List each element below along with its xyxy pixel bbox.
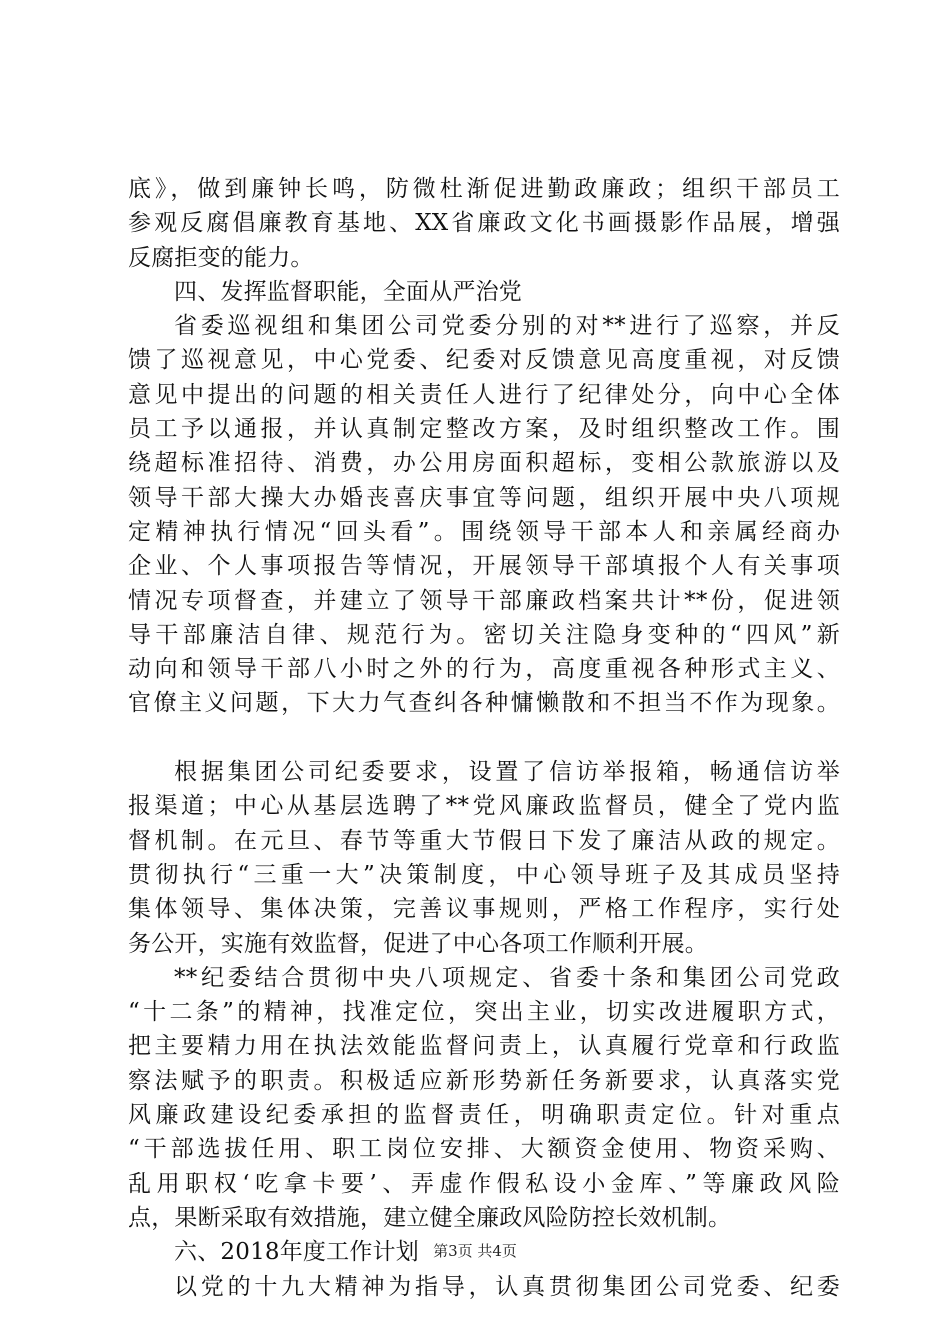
text-line: 绕超标准招待、消费，办公用房面积超标，变相公款旅游以及 <box>128 450 840 477</box>
text-line: 领导干部大操大办婚丧喜庆事宜等问题，组织开展中央八项规 <box>128 484 840 511</box>
text-line: 动向和领导干部八小时之外的行为，高度重视各种形式主义、 <box>128 656 840 683</box>
text-line: 贯彻执行“三重一大”决策制度，中心领导班子及其成员坚持 <box>128 861 840 888</box>
text-line: “十二条”的精神，找准定位，突出主业，切实改进履职方式， <box>128 999 840 1026</box>
text-line: 根据集团公司纪委要求，设置了信访举报箱，畅通信访举 <box>174 759 840 786</box>
text-line: 企业、个人事项报告等情况，开展领导干部填报个人有关事项 <box>128 553 840 580</box>
text-line: “干部选拔任用、职工岗位安排、大额资金使用、物资采购、 <box>128 1136 840 1163</box>
text-line: 馈了巡视意见，中心党委、纪委对反馈意见高度重视，对反馈 <box>128 347 840 374</box>
document-body <box>128 172 840 1304</box>
text-line: 情况专项督查，并建立了领导干部廉政档案共计**份，促进领 <box>128 587 840 614</box>
text-line: 务公开，实施有效监督，促进了中心各项工作顺利开展。 <box>128 930 708 957</box>
text-line: 乱用职权‘吃拿卡要’、弄虚作假私设小金库、”等廉政风险 <box>128 1170 840 1197</box>
text-line: 风廉政建设纪委承担的监督责任，明确职责定位。针对重点 <box>128 1102 840 1129</box>
text-line: 省委巡视组和集团公司党委分别的对**进行了巡察，并反 <box>174 313 840 340</box>
text-line: 集体领导、集体决策，完善议事规则，严格工作程序，实行处 <box>128 896 840 923</box>
text-line: 参观反腐倡廉教育基地、XX省廉政文化书画摄影作品展，增强 <box>128 210 840 237</box>
text-line: 意见中提出的问题的相关责任人进行了纪律处分，向中心全体 <box>128 381 840 408</box>
text-line: 六、2018年度工作计划 <box>174 1239 419 1266</box>
page-footer: 第3页 共4页 <box>433 1242 517 1260</box>
text-line: 底》，做到廉钟长鸣，防微杜渐促进勤政廉政；组织干部员工 <box>128 176 840 202</box>
text-line: 定精神执行情况“回头看”。围绕领导干部本人和亲属经商办 <box>128 518 840 545</box>
text-line: 反腐拒变的能力。 <box>128 244 314 271</box>
blank-line <box>128 721 840 755</box>
text-line: 官僚主义问题，下大力气查纠各种慵懒散和不担当不作为现象。 <box>128 690 840 717</box>
text-line: 报渠道；中心从基层选聘了**党风廉政监督员，健全了党内监 <box>128 793 840 820</box>
text-line: 员工予以通报，并认真制定整改方案，及时组织整改工作。围 <box>128 416 840 443</box>
text-line: 导干部廉洁自律、规范行为。密切关注隐身变种的“四风”新 <box>128 621 840 648</box>
text-line: 把主要精力用在执法效能监督问责上，认真履行党章和行政监 <box>128 1033 840 1060</box>
text-line: **纪委结合贯彻中央八项规定、省委十条和集团公司党政 <box>174 964 840 991</box>
text-line: 督机制。在元旦、春节等重大节假日下发了廉洁从政的规定。 <box>128 827 840 854</box>
text-line: 四、发挥监督职能，全面从严治党 <box>174 278 522 305</box>
text-line: 察法赋予的职责。积极适应新形势新任务新要求，认真落实党 <box>128 1067 840 1094</box>
text-line: 以党的十九大精神为指导，认真贯彻集团公司党委、纪委 <box>174 1273 840 1300</box>
text-line: 点，果断采取有效措施，建立健全廉政风险防控长效机制。 <box>128 1204 732 1231</box>
